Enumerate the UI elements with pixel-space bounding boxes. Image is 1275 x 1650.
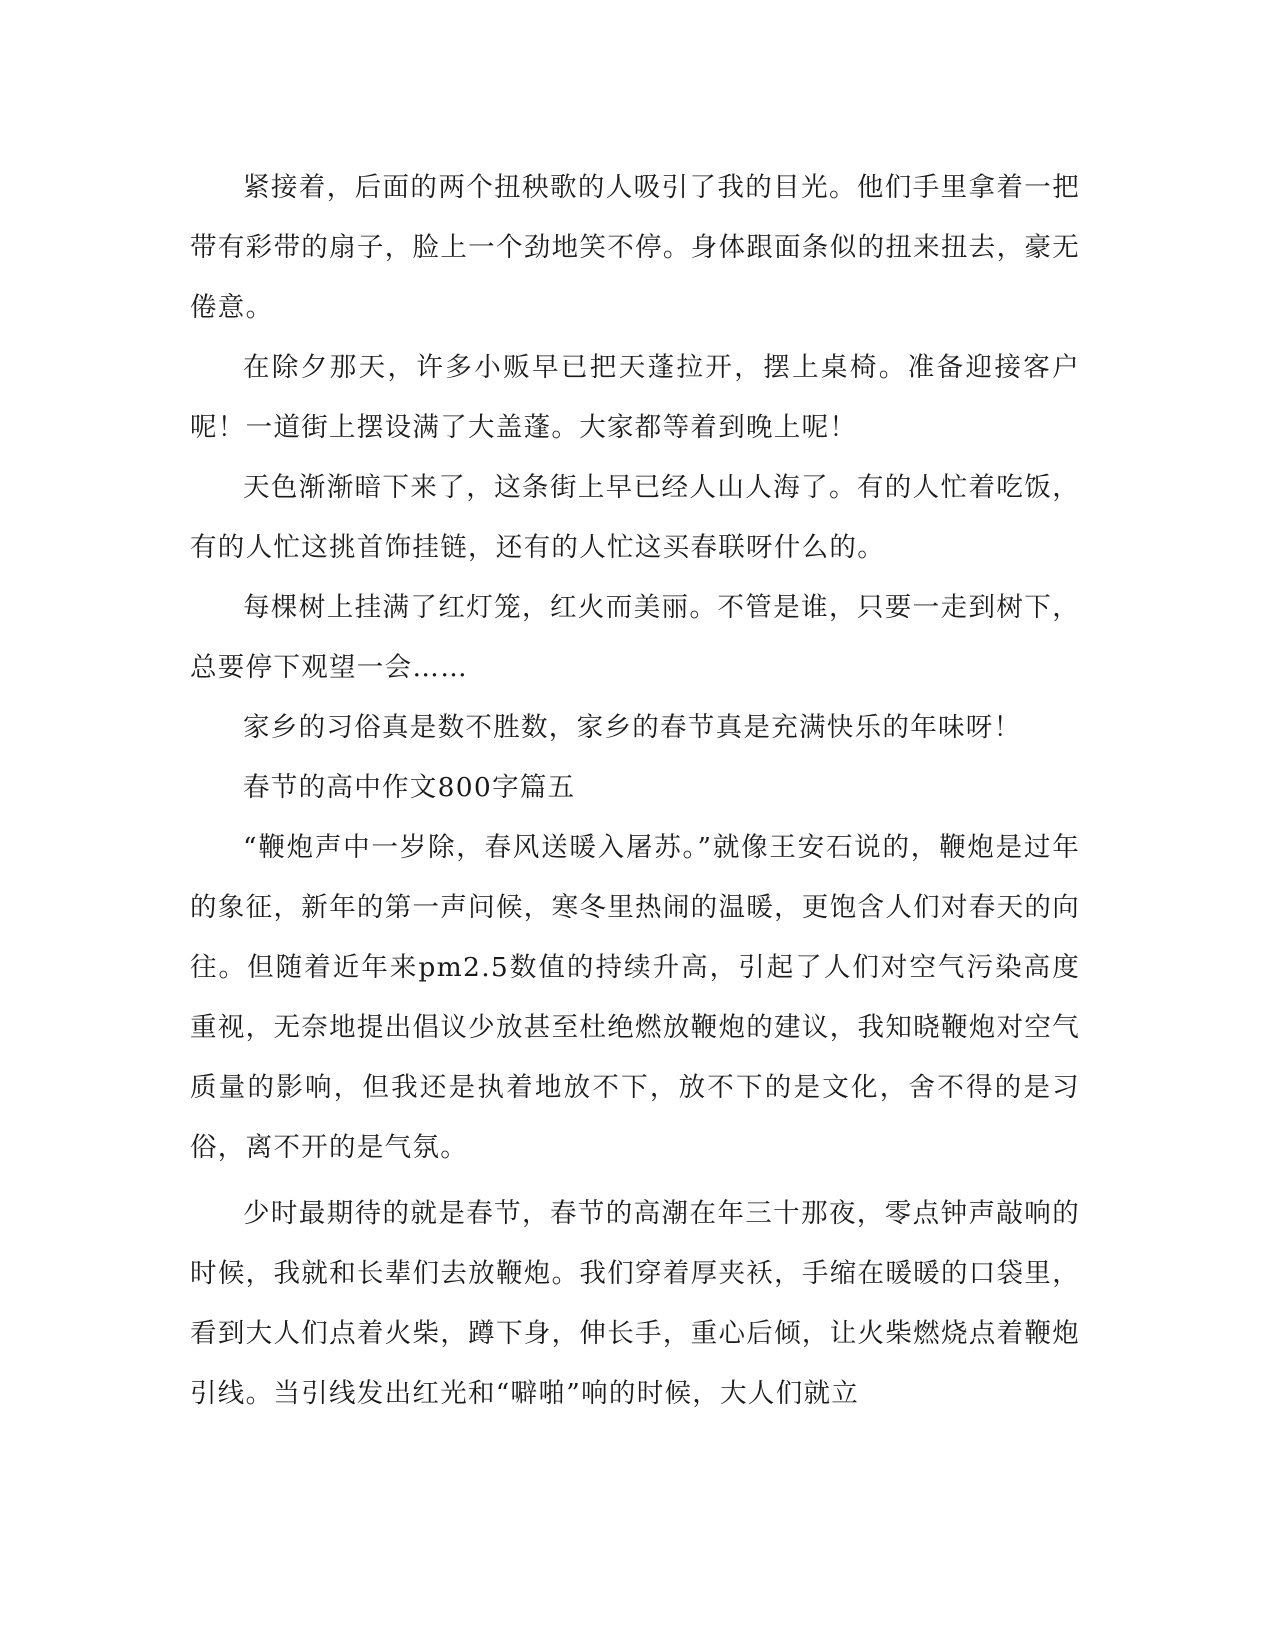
paragraph-evening-street: 天色渐渐暗下来了，这条街上早已经人山人海了。有的人忙着吃饭，有的人忙这挑首饰挂链，还有的人忙这买春联呀什么的。 [190,472,1080,563]
paragraph-hometown-customs: 家乡的习俗真是数不胜数，家乡的春节真是充满快乐的年味呀！ [243,712,1022,743]
paragraph-yangge-dancers: 紧接着，后面的两个扭秧歌的人吸引了我的目光。他们手里拿着一把带有彩带的扇子，脸上一个劲地笑不停。身体跟面条似的扭来扭去，豪无倦意。 [190,172,1080,323]
paragraph-firecrackers-intro: “鞭炮声中一岁除，春风送暖入屠苏。”就像王安石说的，鞭炮是过年的象征，新年的第一声问候，寒冬里热闹的温暖，更饱含人们对春天的向往。但随着近年来pm2.5数值的持续升高，引起了人们对空气污染高度重视，无奈地提出倡议少放甚至杜绝燃放鞭炮的建议，我知晓鞭炮对空气质量的影响，但我还是执着地放不下，放不下的是文化，舍不得的是习俗，离不开的是气氛。 [190,832,1080,1163]
paragraph-new-years-eve-vendors: 在除夕那天，许多小贩早已把天蓬拉开，摆上桌椅。准备迎接客户呢！一道街上摆设满了大盖蓬。大家都等着到晚上呢！ [190,352,1080,443]
paragraph-red-lanterns: 每棵树上挂满了红灯笼，红火而美丽。不管是谁，只要一走到树下，总要停下观望一会…… [190,592,1080,683]
paragraph-childhood-spring-festival: 少时最期待的就是春节，春节的高潮在年三十那夜，零点钟声敲响的时候，我就和长辈们去放鞭炮。我们穿着厚夹袄，手缩在暖暖的口袋里，看到大人们点着火柴，蹲下身，伸长手，重心后倾，让火柴燃烧点着鞭炮引线。当引线发出红光和“噼啪”响的时候，大人们就立 [190,1198,1080,1409]
document-body [190,158,1080,1424]
section-heading: 春节的高中作文800字篇五 [243,772,576,803]
